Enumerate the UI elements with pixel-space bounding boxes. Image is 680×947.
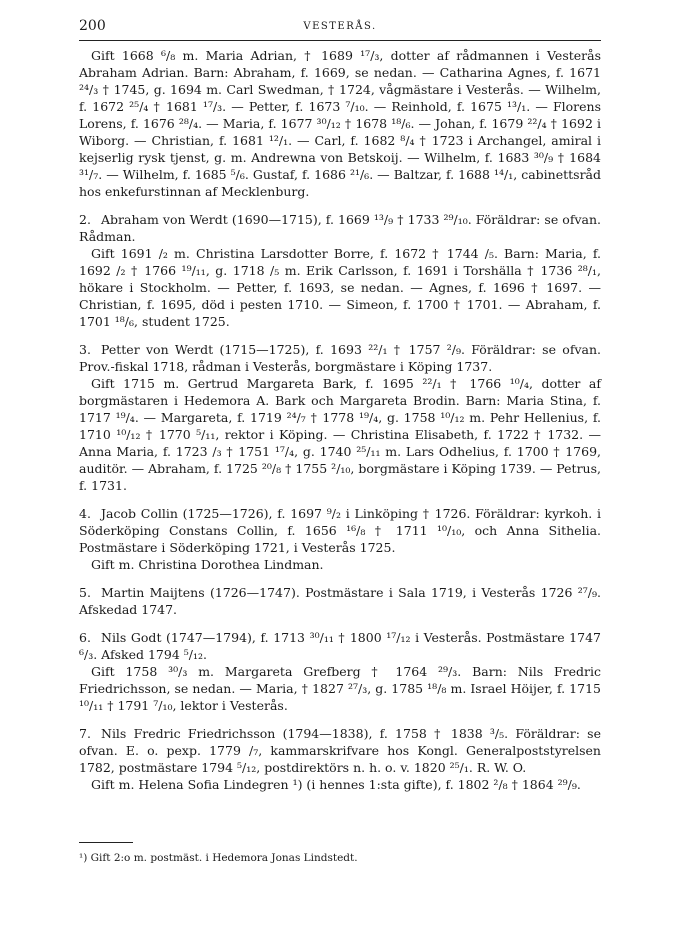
paragraph-text: Jacob Collin (1725—1726), f. 1697 ⁹/₂ i Linköping † 1726. Föräldrar: kyrkoh. i Söderköping Constans Collin, f. 1656 ¹⁶/₈ † 1711 ¹⁰/₁₀, och Anna Sithelia. Postmästare i Söderköping 1721, i Vesterås 1725. (79, 506, 601, 555)
page-header (79, 18, 601, 40)
header-rule (79, 40, 601, 41)
entry-number: 3. (79, 342, 91, 357)
paragraph-text: Nils Fredric Friedrichsson (1794—1838), f. 1758 † 1838 ³/₅. Föräldrar: se ofvan. E. o. pexp. 1779 /₇, kammarskrifvare hos Kongl. Generalpoststyrelsen 1782, postmästare 1794 ⁵/₁₂, postdirektörs n. h. o. v. 1820 ²⁵/₁. R. W. O. (79, 726, 601, 775)
entry-number: 6. (79, 630, 91, 645)
numbered-entry (79, 725, 601, 776)
entry-paragraph (79, 375, 601, 494)
numbered-entry (79, 211, 601, 245)
numbered-entry (79, 341, 601, 375)
paragraph-text: Gift 1691 /₂ m. Christina Larsdotter Borre, f. 1672 † 1744 /₅. Barn: Maria, f. 1692 /₂ † 1766 ¹⁹/₁₁, g. 1718 /₅ m. Erik Carlsson, f. 1691 i Torshälla † 1736 ²⁸/₁, hökare i Stockholm. — Petter, f. 1693, se nedan. — Agnes, f. 1696 † 1697. — Christian, f. 1695, död i pesten 1710. — Simeon, f. 1700 † 1701. — Abraham, f. 1701 ¹⁸/₆, student 1725. (79, 246, 601, 329)
entry-paragraph (79, 556, 601, 573)
entry-paragraph (79, 776, 601, 793)
numbered-entry (79, 629, 601, 663)
paragraph-text: Gift 1758 ³⁰/₃ m. Margareta Grefberg † 1764 ²⁹/₃. Barn: Nils Fredric Friedrichsson, se nedan. — Maria, † 1827 ²⁷/₃, g. 1785 ¹⁸/₈ m. Israel Höijer, f. 1715 ¹⁰/₁₁ † 1791 ⁷/₁₀, lektor i Vesterås. (79, 664, 601, 713)
paragraph-text: Martin Maijtens (1726—1747). Postmästare i Sala 1719, i Vesterås 1726 ²⁷/₉. Afskedad 1747. (79, 585, 601, 617)
page-body (79, 47, 601, 793)
paragraph-text: Petter von Werdt (1715—1725), f. 1693 ²²/₁ † 1757 ²/₉. Föräldrar: se ofvan. Prov.-fiskal 1718, rådman i Vesterås, borgmästare i Köping 1737. (79, 342, 601, 374)
paragraph-text: Gift m. Christina Dorothea Lindman. (91, 557, 324, 572)
footnote-rule (79, 842, 133, 843)
paragraph-text: Gift m. Helena Sofia Lindegren ¹) (i hennes 1:sta gifte), f. 1802 ²/₈ † 1864 ²⁹/₉. (91, 777, 581, 792)
entry-number: 4. (79, 506, 91, 521)
running-title: VESTERÅS. (303, 21, 377, 32)
numbered-entry (79, 505, 601, 556)
footnote: ¹) Gift 2:o m. postmäst. i Hedemora Jonas Lindstedt. (79, 852, 358, 864)
entry-paragraph (79, 663, 601, 714)
paragraph-text: Gift 1715 m. Gertrud Margareta Bark, f. 1695 ²²/₁ † 1766 ¹⁰/₄, dotter af borgmästaren i Hedemora A. Bark och Margareta Brodin. Barn: Maria Stina, f. 1717 ¹⁹/₄. — Margareta, f. 1719 ²⁴/₇ † 1778 ¹⁹/₄, g. 1758 ¹⁰/₁₂ m. Pehr Hellenius, f. 1710 ¹⁰/₁₂ † 1770 ⁵/₁₁, rektor i Köping. — Christina Elisabeth, f. 1722 † 1732. — Anna Maria, f. 1723 /₃ † 1751 ¹⁷/₄, g. 1740 ²⁵/₁₁ m. Lars Odhelius, f. 1700 † 1769, auditör. — Abraham, f. 1725 ²⁰/₈ † 1755 ²/₁₀, borgmästare i Köping 1739. — Petrus, f. 1731. (79, 376, 601, 493)
numbered-entry (79, 584, 601, 618)
entry-number: 5. (79, 585, 91, 600)
entry-number: 2. (79, 212, 91, 227)
entry-number: 7. (79, 726, 91, 741)
paragraph-text: Abraham von Werdt (1690—1715), f. 1669 ¹³/₉ † 1733 ²⁹/₁₀. Föräldrar: se ofvan. Rådman. (79, 212, 601, 244)
paragraph-text: Nils Godt (1747—1794), f. 1713 ³⁰/₁₁ † 1800 ¹⁷/₁₂ i Vesterås. Postmästare 1747 ⁶/₃. Afsked 1794 ⁵/₁₂. (79, 630, 601, 662)
entry-paragraph (79, 47, 601, 200)
page-number: 200 (79, 18, 106, 34)
paragraph-text: Gift 1668 ⁶/₈ m. Maria Adrian, † 1689 ¹⁷/₃, dotter af rådmannen i Vesterås Abraham Adrian. Barn: Abraham, f. 1669, se nedan. — Catharina Agnes, f. 1671 ²⁴/₃ † 1745, g. 1694 m. Carl Swedman, † 1724, vågmästare i Vesterås. — Wilhelm, f. 1672 ²⁵/₄ † 1681 ¹⁷/₃. — Petter, f. 1673 ⁷/₁₀. — Reinhold, f. 1675 ¹³/₁. — Florens Lorens, f. 1676 ²⁸/₄. — Maria, f. 1677 ³⁰/₁₂ † 1678 ¹⁸/₆. — Johan, f. 1679 ²²/₄ † 1692 i Wiborg. — Christian, f. 1681 ¹²/₁. — Carl, f. 1682 ⁸/₄ † 1723 i Archangel, amiral i kejserlig rysk tjenst, g. m. Andrewna von Betskoij. — Wilhelm, f. 1683 ³⁰/₉ † 1684 ³¹/₇. — Wilhelm, f. 1685 ⁵/₆. Gustaf, f. 1686 ²¹/₆. — Baltzar, f. 1688 ¹⁴/₁, cabinettsråd hos enkefurstinnan af Mecklenburg. (79, 48, 601, 199)
entry-paragraph (79, 245, 601, 330)
